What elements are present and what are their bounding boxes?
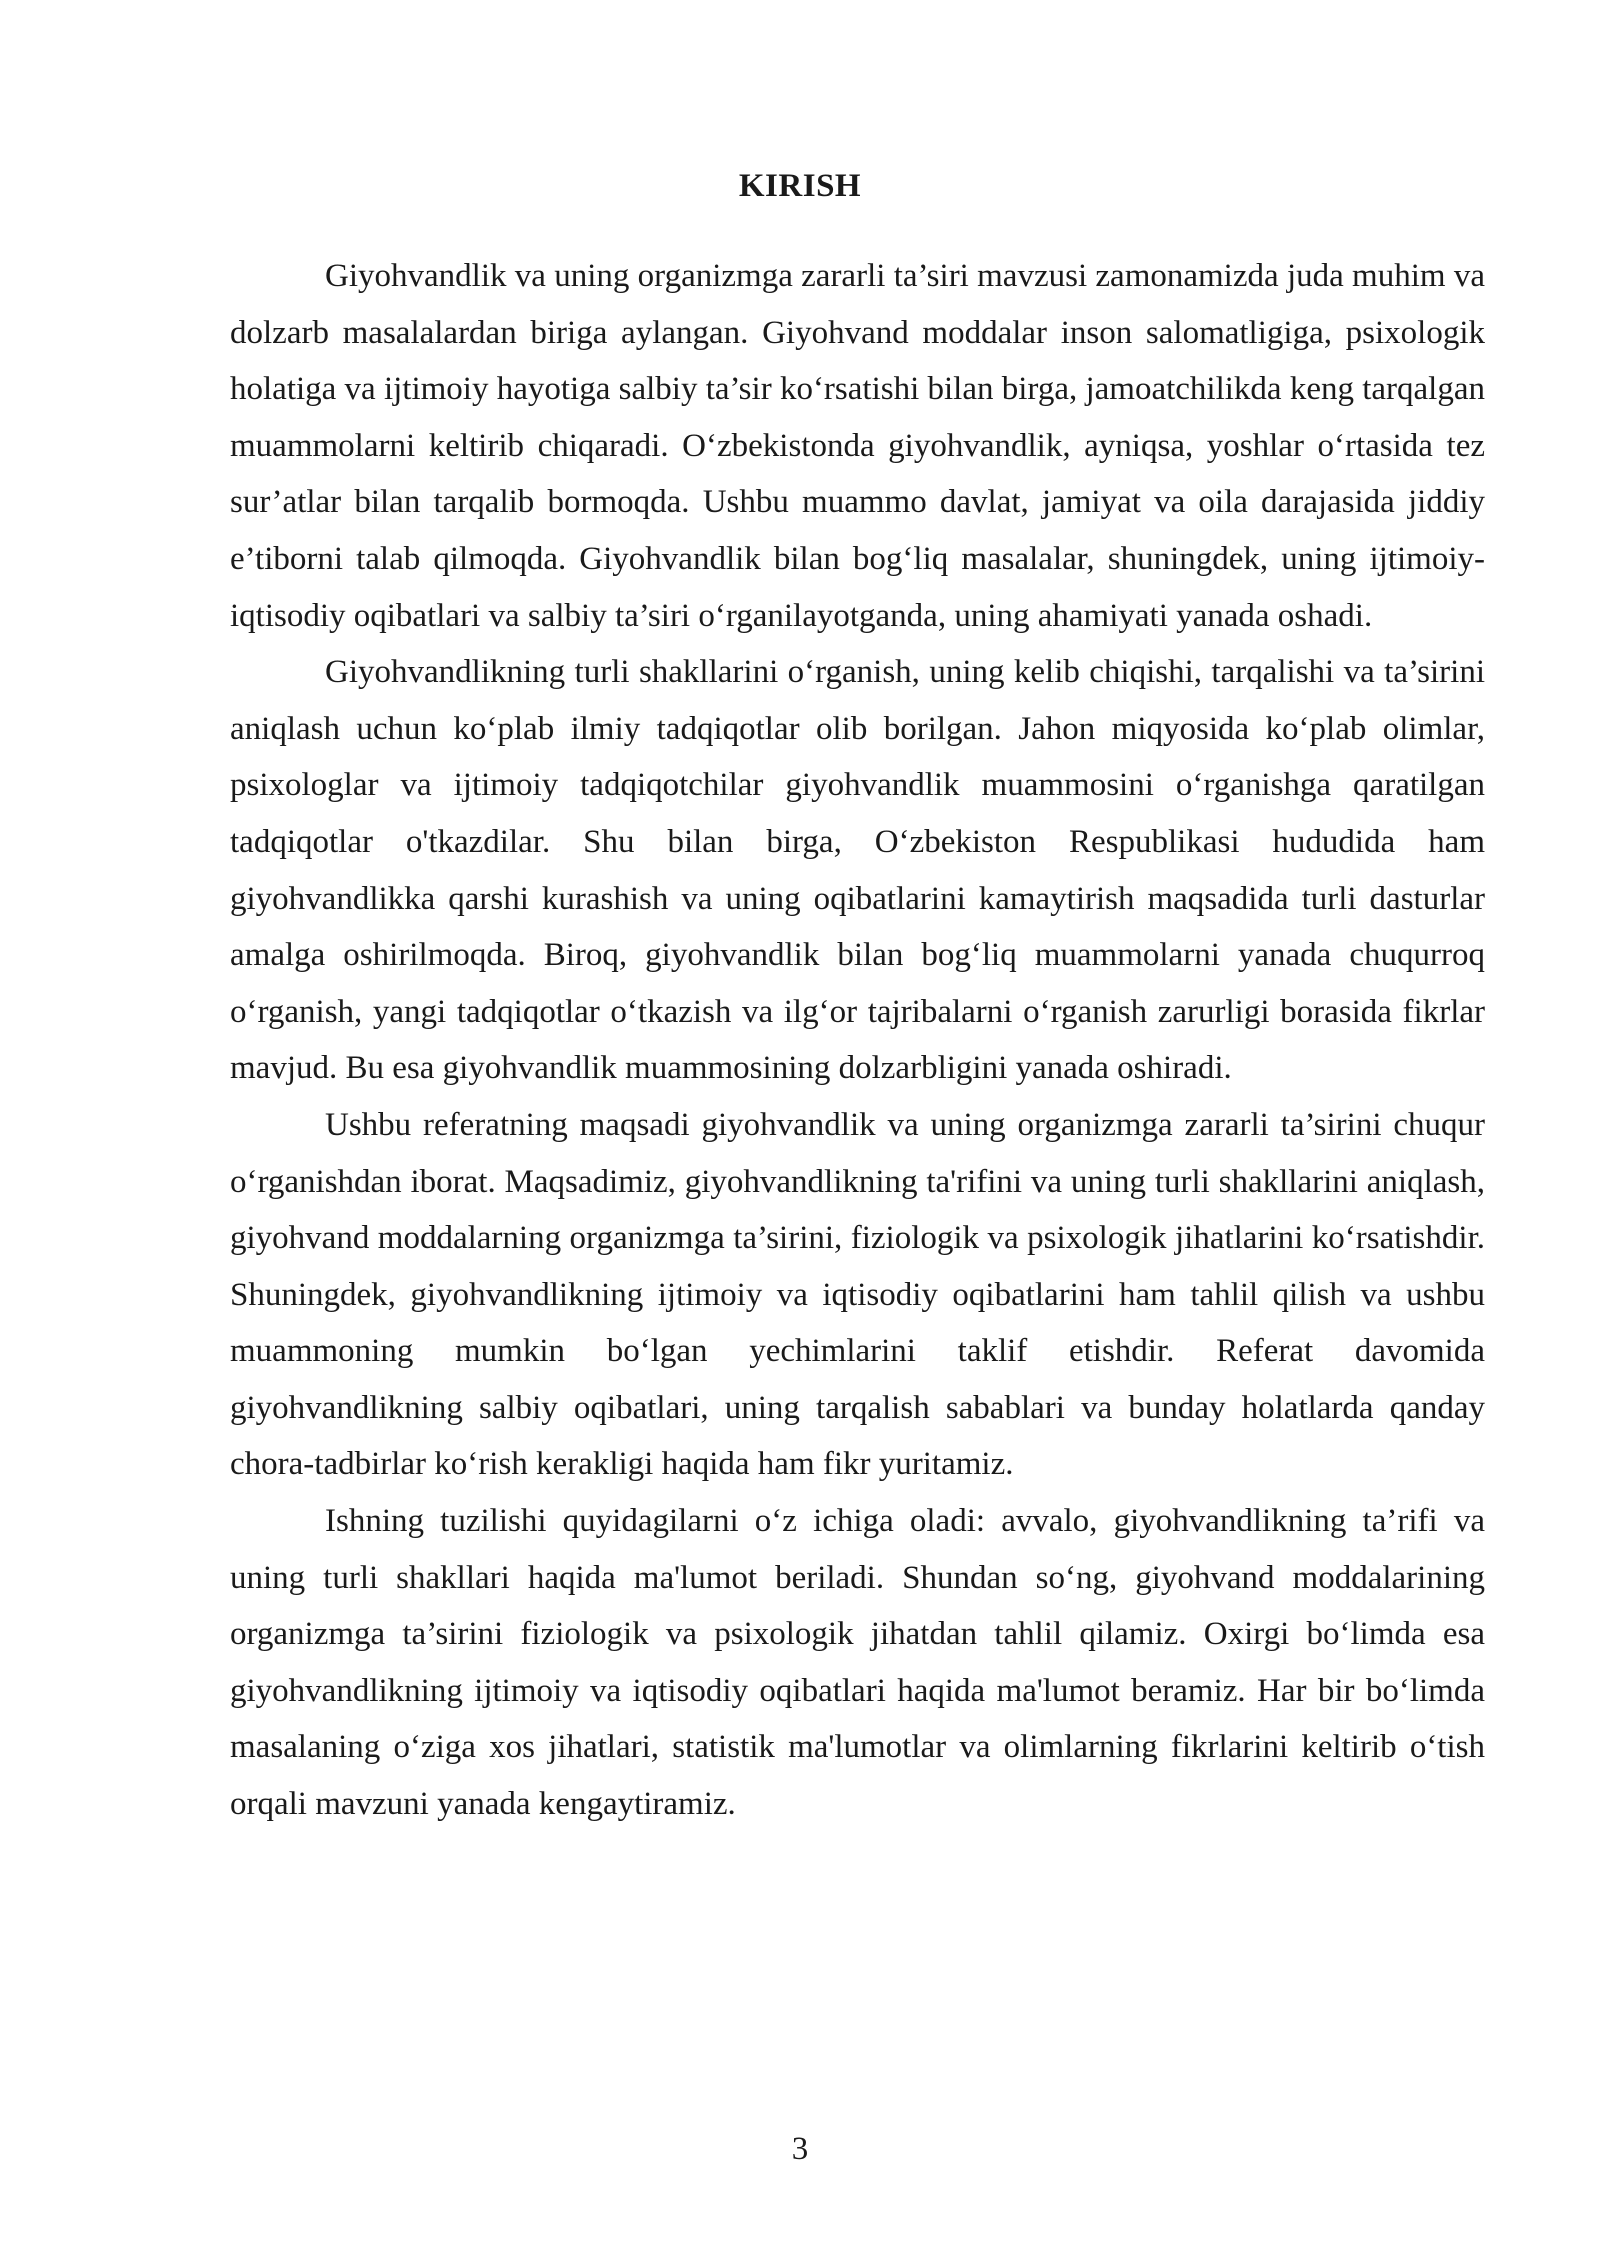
paragraph-2: Giyohvandlikning turli shakllarini o‘rganish, uning kelib chiqishi, tarqalishi va ta’sirini aniqlash uchun ko‘plab ilmiy tadqiqotlar olib borilgan. Jahon miqyosida ko‘plab olimlar, psixologlar va ijtimoiy tadqiqotchilar giyohvandlik muammosini o‘rganishga qaratilgan tadqiqotlar o'tkazdilar. Shu bilan birga, O‘zbekiston Respublikasi hududida ham giyohvandlikka qarshi kurashish va uning oqibatlarini kamaytirish maqsadida turli dasturlar amalga oshirilmoqda. Biroq, giyohvandlik bilan bog‘liq muammolarni yanada chuqurroq o‘rganish, yangi tadqiqotlar o‘tkazish va ilg‘or tajribalarni o‘rganish zarurligi borasida fikrlar mavjud. Bu esa giyohvandlik muammosining dolzarbligini yanada oshiradi. <box>230 654 1485 1087</box>
paragraph-3: Ushbu referatning maqsadi giyohvandlik va uning organizmga zararli ta’sirini chuqur o‘rganishdan iborat. Maqsadimiz, giyohvandlikning ta'rifini va uning turli shakllarini aniqlash, giyohvand moddalarning organizmga ta’sirini, fiziologik va psixologik jihatlarini ko‘rsatishdir. Shuningdek, giyohvandlikning ijtimoiy va iqtisodiy oqibatlarini ham tahlil qilish va ushbu muammoning mumkin bo‘lgan yechimlarini taklif etishdir. Referat davomida giyohvandlikning salbiy oqibatlari, uning tarqalish sabablari va bunday holatlarda qanday chora-tadbirlar ko‘rish kerakligi haqida ham fikr yuritamiz. <box>230 1106 1485 1483</box>
document-body <box>230 248 1485 1833</box>
page-number: 3 <box>791 2131 809 2167</box>
paragraph-1: Giyohvandlik va uning organizmga zararli ta’siri mavzusi zamonamizda juda muhim va dolzarb masalalardan biriga aylangan. Giyohvand moddalar inson salomatligiga, psixologik holatiga va ijtimoiy hayotiga salbiy ta’sir ko‘rsatishi bilan birga, jamoatchilikda keng tarqalgan muammolarni keltirib chiqaradi. O‘zbekistonda giyohvandlik, ayniqsa, yoshlar o‘rtasida tez sur’atlar bilan tarqalib bormoqda. Ushbu muammo davlat, jamiyat va oila darajasida jiddiy e’tiborni talab qilmoqda. Giyohvandlik bilan bog‘liq masalalar, shuningdek, uning ijtimoiy-iqtisodiy oqibatlari va salbiy ta’siri o‘rganilayotganda, uning ahamiyati yanada oshadi. <box>230 258 1485 634</box>
paragraph-4: Ishning tuzilishi quyidagilarni o‘z ichiga oladi: avvalo, giyohvandlikning ta’rifi va uning turli shakllari haqida ma'lumot beriladi. Shundan so‘ng, giyohvand moddalarining organizmga ta’sirini fiziologik va psixologik jihatdan tahlil qilamiz. Oxirgi bo‘limda esa giyohvandlikning ijtimoiy va iqtisodiy oqibatlari haqida ma'lumot beramiz. Har bir bo‘limda masalaning o‘ziga xos jihatlari, statistik ma'lumotlar va olimlarning fikrlarini keltirib o‘tish orqali mavzuni yanada kengaytiramiz. <box>230 1503 1485 1823</box>
page-title: KIRISH <box>738 168 862 204</box>
